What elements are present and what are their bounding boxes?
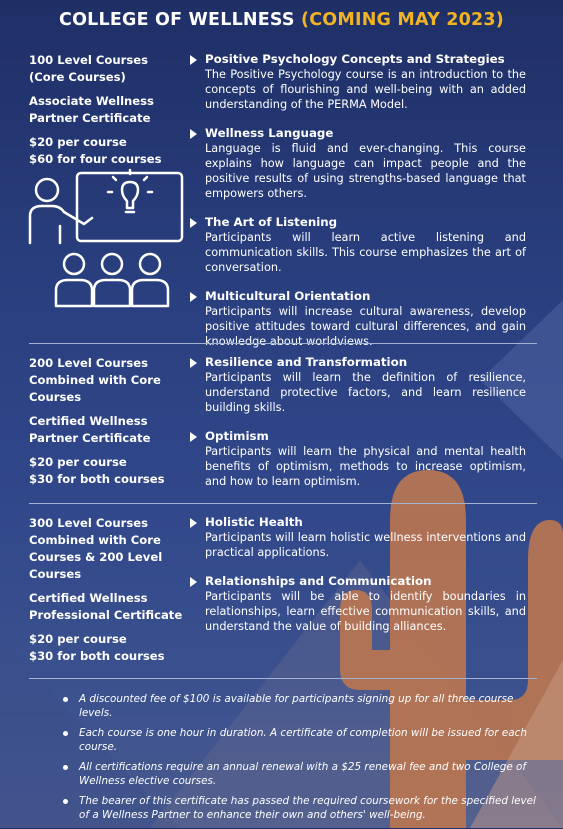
course-description: Participants will learn holistic wellness interventions and practical applications.	[205, 531, 526, 559]
course-item	[190, 429, 526, 489]
lightbulb-icon	[108, 170, 152, 212]
bullet-dot-icon	[63, 799, 68, 804]
certificate-name: Certified Wellness Professional Certificate	[29, 591, 183, 622]
certificate-name: Associate Wellness Partner Certificate	[29, 94, 154, 125]
triangle-bullet-icon	[190, 518, 197, 528]
pricing: $20 per course $30 for both courses	[29, 632, 165, 663]
course-title: Resilience and Transformation	[205, 355, 408, 369]
level-heading: 100 Level Courses (Core Courses)	[29, 53, 149, 84]
course-title: The Art of Listening	[205, 215, 338, 229]
triangle-bullet-icon	[190, 432, 197, 442]
course-item	[190, 52, 526, 112]
triangle-bullet-icon	[190, 129, 197, 139]
triangle-bullet-icon	[190, 292, 197, 302]
audience-icon	[56, 254, 168, 306]
list-item: Each course is one hour in duration. A certificate of completion will be issued for each course.	[60, 727, 540, 754]
level-heading: 200 Level Courses Combined with Core Courses	[29, 356, 161, 404]
triangle-bullet-icon	[190, 577, 197, 587]
section-divider	[29, 343, 537, 344]
course-description: Participants will learn the physical and mental health benefits of optimism, methods to increase optimism, and how to learn optimism.	[205, 445, 526, 488]
course-item	[190, 515, 526, 560]
course-list	[190, 52, 526, 363]
presenter-icon	[30, 173, 182, 243]
course-title: Holistic Health	[205, 515, 303, 529]
page-title	[0, 10, 563, 30]
course-description: Participants will learn active listening and communication skills. This course emphasizes the art of conversation.	[205, 231, 526, 274]
level-info	[29, 515, 189, 672]
course-list	[190, 515, 526, 648]
presenter-illustration	[22, 168, 187, 318]
course-title: Positive Psychology Concepts and Strategies	[205, 52, 505, 66]
course-item	[190, 355, 526, 415]
course-description: Language is fluid and ever-changing. This course explains how language can impact people and the positive results of using strengths-based language that empowers others.	[205, 142, 526, 200]
level-heading: 300 Level Courses Combined with Core Courses & 200 Level Courses	[29, 516, 163, 581]
course-title: Optimism	[205, 429, 269, 443]
course-title: Wellness Language	[205, 126, 334, 140]
notes-list	[60, 693, 540, 829]
course-description: Participants will learn the definition of resilience, understand protective factors, and learn resilience building skills.	[205, 371, 526, 414]
triangle-bullet-icon	[190, 358, 197, 368]
certificate-name: Certified Wellness Partner Certificate	[29, 414, 151, 445]
list-item: All certifications require an annual renewal with a $25 renewal fee and two College of Wellness elective courses.	[60, 761, 540, 788]
course-description: Participants will increase cultural awareness, develop positive attitudes toward cultural differences, and gain knowledge about worldviews.	[205, 305, 526, 348]
level-info	[29, 355, 189, 495]
course-description: The Positive Psychology course is an introduction to the concepts of flourishing and well-being with an added understanding of the PERMA Model.	[205, 68, 526, 111]
section-divider	[29, 678, 537, 679]
triangle-bullet-icon	[190, 218, 197, 228]
pricing: $20 per course $30 for both courses	[29, 455, 165, 486]
bullet-dot-icon	[63, 697, 68, 702]
list-item: The bearer of this certificate has passed the required coursework for the specified level of a Wellness Partner to enhance their own and others' well-being.	[60, 795, 540, 822]
course-item	[190, 215, 526, 275]
course-list	[190, 355, 526, 503]
course-title: Multicultural Orientation	[205, 289, 371, 303]
pricing: $20 per course $60 for four courses	[29, 135, 162, 166]
course-item	[190, 126, 526, 201]
list-item: A discounted fee of $100 is available for participants signing up for all three course levels.	[60, 693, 540, 720]
triangle-bullet-icon	[190, 55, 197, 65]
bullet-dot-icon	[63, 731, 68, 736]
title-main: COLLEGE OF WELLNESS	[59, 10, 295, 30]
course-description: Participants will be able to identify boundaries in relationships, learn effective communication skills, and understand the value of building alliances.	[205, 590, 526, 633]
bullet-dot-icon	[63, 765, 68, 770]
title-accent: (COMING MAY 2023)	[301, 10, 504, 30]
course-item	[190, 289, 526, 349]
level-info	[29, 52, 189, 175]
course-title: Relationships and Communication	[205, 574, 432, 588]
section-divider	[29, 503, 537, 504]
course-item	[190, 574, 526, 634]
